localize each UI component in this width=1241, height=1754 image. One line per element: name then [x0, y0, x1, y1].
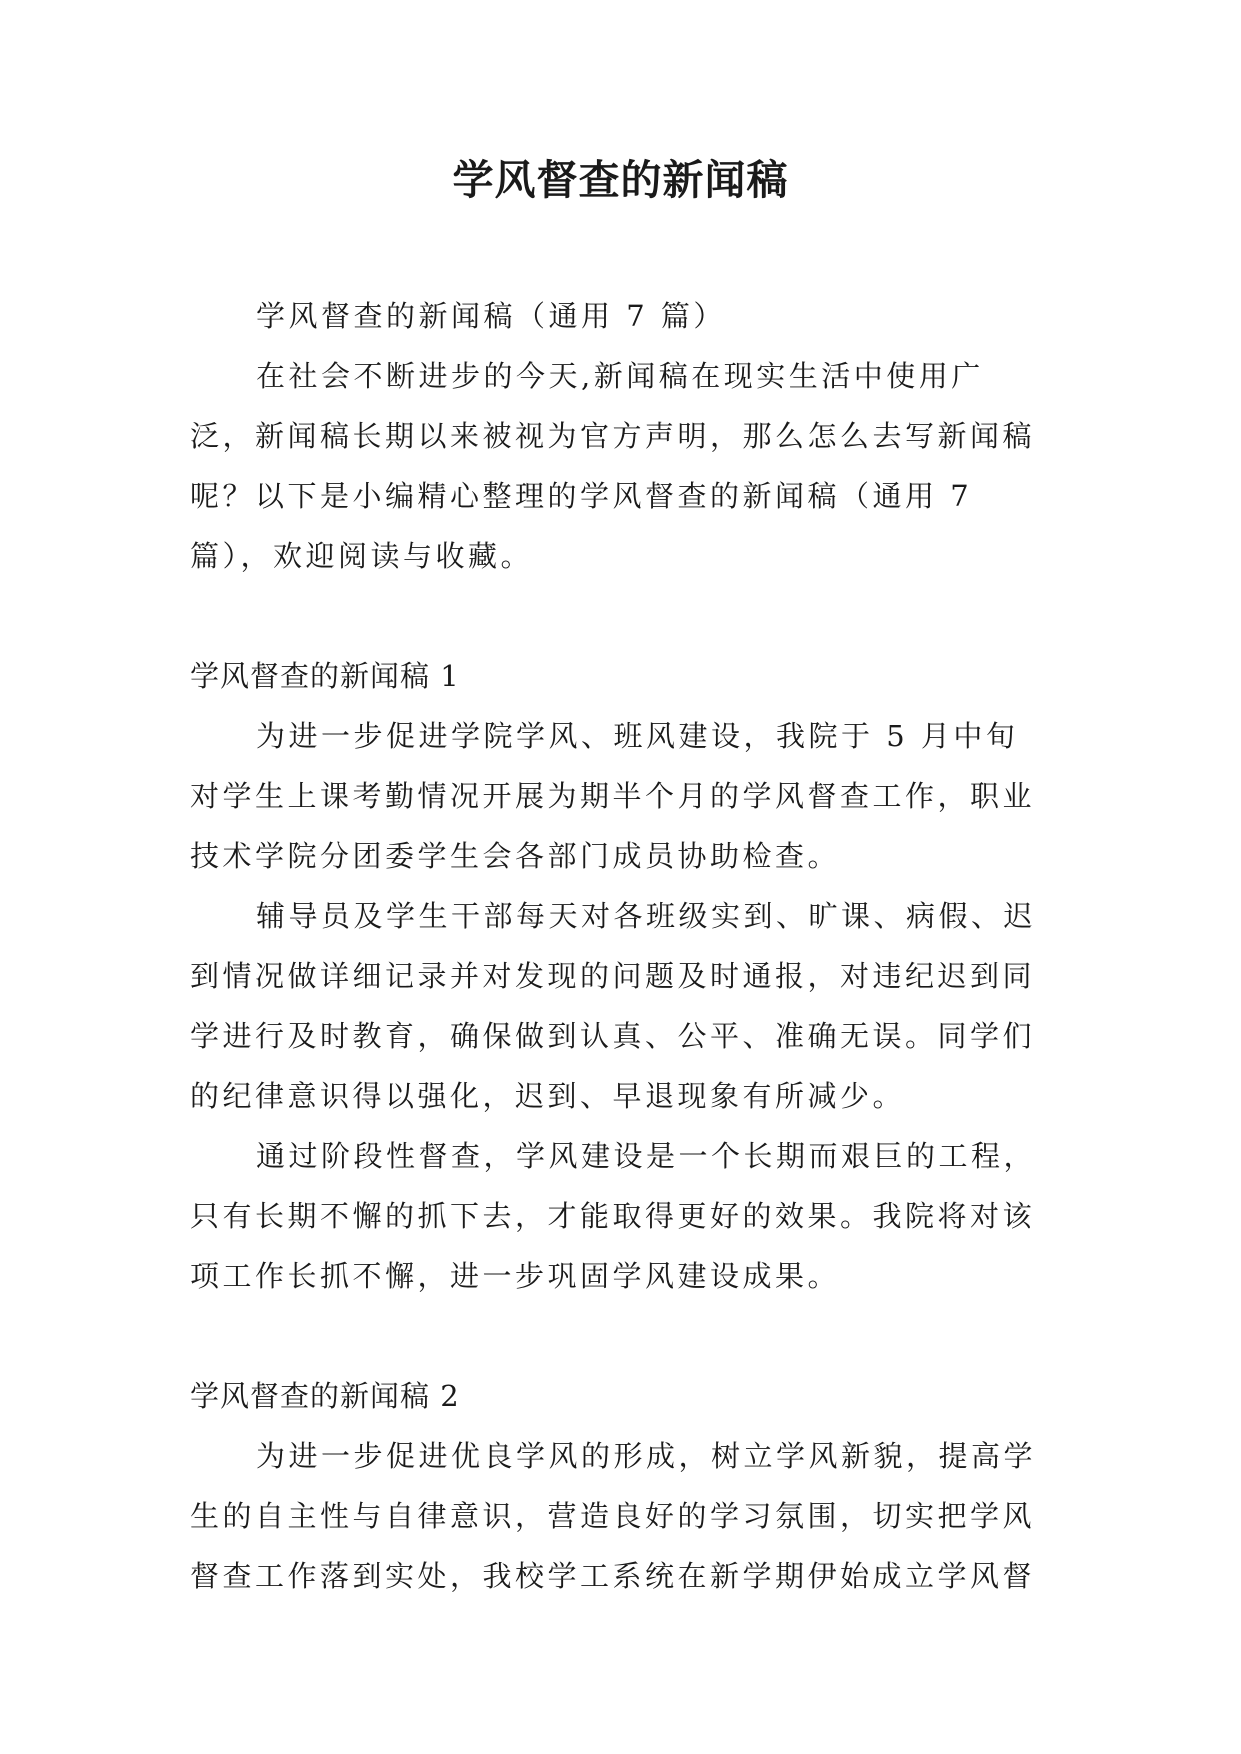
- paragraph: 为进一步促进学院学风、班风建设，我院于 5 月中旬对学生上课考勤情况开展为期半个月的学风督查工作，职业技术学院分团委学生会各部门成员协助检查。: [190, 719, 1036, 873]
- section-2: [190, 1366, 1046, 1606]
- paragraph: 为进一步促进优良学风的形成，树立学风新貌，提高学生的自主性与自律意识，营造良好的学习氛围，切实把学风督查工作落到实处，我校学工系统在新学期伊始成立学风督: [190, 1439, 1037, 1593]
- section-spacer: [190, 1306, 1046, 1366]
- intro-paragraph: 在社会不断进步的今天,新闻稿在现实生活中使用广泛，新闻稿长期以来被视为官方声明，那么怎么去写新闻稿呢？以下是小编精心整理的学风督查的新闻稿（通用 7 篇），欢迎阅读与收藏。: [190, 359, 1036, 573]
- document-title: 学风督查的新闻稿: [452, 156, 789, 204]
- section-heading: 学风督查的新闻稿 2: [190, 1379, 460, 1413]
- section-heading: 学风督查的新闻稿 1: [190, 659, 460, 693]
- paragraph: 辅导员及学生干部每天对各班级实到、旷课、病假、迟到情况做详细记录并对发现的问题及时通报，对违纪迟到同学进行及时教育，确保做到认真、公平、准确无误。同学们的纪律意识得以强化，迟到、早退现象有所减少。: [190, 899, 1037, 1113]
- section-1: [190, 646, 1046, 1306]
- document-subtitle: 学风督查的新闻稿（通用 7 篇）: [256, 299, 726, 333]
- section-spacer: [190, 586, 1046, 646]
- document-body: [190, 286, 1046, 1606]
- paragraph: 通过阶段性督查，学风建设是一个长期而艰巨的工程，只有长期不懈的抓下去，才能取得更好的效果。我院将对该项工作长抓不懈，进一步巩固学风建设成果。: [190, 1139, 1037, 1293]
